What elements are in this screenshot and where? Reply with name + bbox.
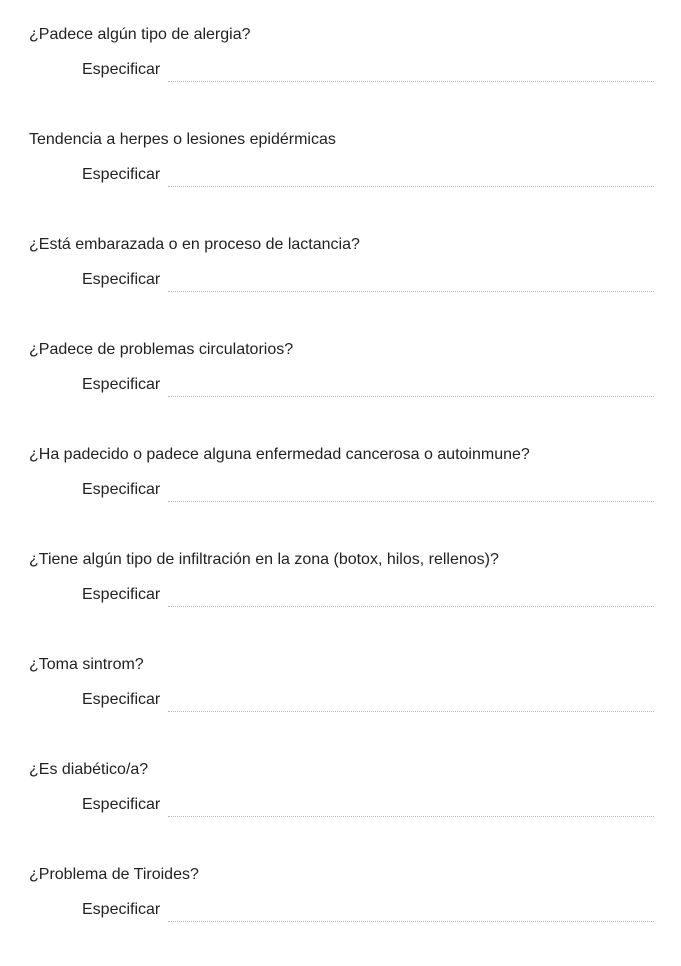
specify-row-diabetes bbox=[82, 794, 654, 818]
specify-input-circulatory[interactable] bbox=[168, 374, 654, 397]
question-block-sintrom bbox=[0, 630, 681, 735]
specify-row-pregnancy bbox=[82, 269, 654, 293]
specify-input-pregnancy[interactable] bbox=[168, 269, 654, 292]
specify-row-cancer-autoimmune bbox=[82, 479, 654, 503]
specify-input-cancer-autoimmune[interactable] bbox=[168, 479, 654, 502]
specify-label: Especificar bbox=[82, 796, 161, 813]
specify-label: Especificar bbox=[82, 586, 161, 603]
specify-label: Especificar bbox=[82, 271, 161, 288]
specify-input-allergy[interactable] bbox=[168, 59, 654, 82]
specify-row-allergy bbox=[82, 59, 654, 83]
specify-input-infiltration[interactable] bbox=[168, 584, 654, 607]
question-block-diabetes bbox=[0, 735, 681, 840]
question-block-infiltration bbox=[0, 525, 681, 630]
specify-label: Especificar bbox=[82, 481, 161, 498]
specify-label: Especificar bbox=[82, 61, 161, 78]
question-label-allergy: ¿Padece algún tipo de alergia? bbox=[29, 26, 251, 43]
specify-input-thyroid[interactable] bbox=[168, 899, 654, 922]
question-label-diabetes: ¿Es diabético/a? bbox=[29, 761, 149, 778]
question-block-thyroid bbox=[0, 840, 681, 945]
specify-label: Especificar bbox=[82, 166, 161, 183]
specify-label: Especificar bbox=[82, 376, 161, 393]
question-block-allergy bbox=[0, 0, 681, 105]
specify-input-diabetes[interactable] bbox=[168, 794, 654, 817]
specify-input-sintrom[interactable] bbox=[168, 689, 654, 712]
question-block-herpes bbox=[0, 105, 681, 210]
specify-row-sintrom bbox=[82, 689, 654, 713]
question-label-sintrom: ¿Toma sintrom? bbox=[29, 656, 144, 673]
question-label-circulatory: ¿Padece de problemas circulatorios? bbox=[29, 341, 294, 358]
question-label-herpes: Tendencia a herpes o lesiones epidérmicas bbox=[29, 131, 336, 148]
specify-row-infiltration bbox=[82, 584, 654, 608]
question-block-cancer-autoimmune bbox=[0, 420, 681, 525]
question-label-infiltration: ¿Tiene algún tipo de infiltración en la zona (botox, hilos, rellenos)? bbox=[29, 551, 499, 568]
specify-input-herpes[interactable] bbox=[168, 164, 654, 187]
question-label-thyroid: ¿Problema de Tiroides? bbox=[29, 866, 199, 883]
specify-label: Especificar bbox=[82, 901, 161, 918]
specify-label: Especificar bbox=[82, 691, 161, 708]
question-label-pregnancy: ¿Está embarazada o en proceso de lactancia? bbox=[29, 236, 360, 253]
question-label-cancer-autoimmune: ¿Ha padecido o padece alguna enfermedad cancerosa o autoinmune? bbox=[29, 446, 530, 463]
question-block-circulatory bbox=[0, 315, 681, 420]
question-block-pregnancy bbox=[0, 210, 681, 315]
specify-row-herpes bbox=[82, 164, 654, 188]
specify-row-circulatory bbox=[82, 374, 654, 398]
specify-row-thyroid bbox=[82, 899, 654, 923]
